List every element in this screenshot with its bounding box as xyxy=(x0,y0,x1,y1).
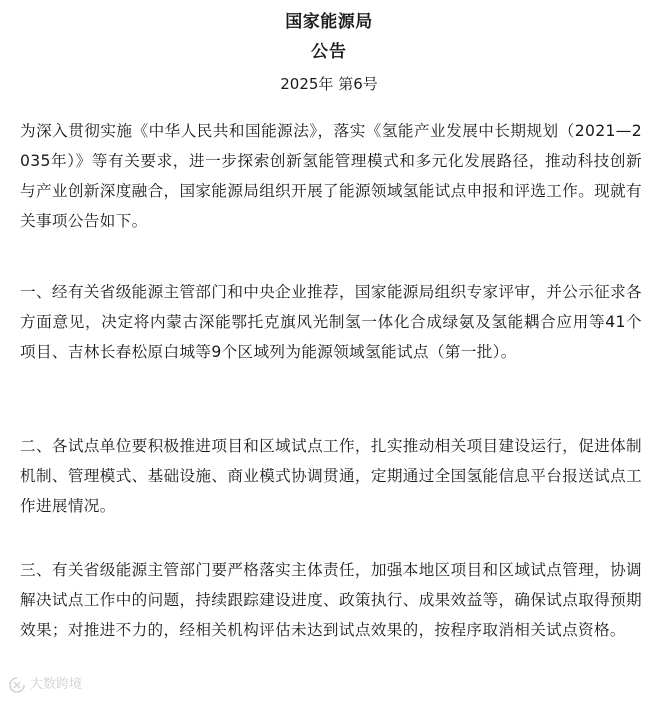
watermark xyxy=(8,676,82,694)
document-number: 2025年 第6号 xyxy=(280,75,378,93)
document-title: 公告 xyxy=(311,42,347,62)
announcement-header xyxy=(0,0,658,96)
item-three-paragraph: 三、有关省级能源主管部门要严格落实主体责任，加强本地区项目和区域试点管理，协调解决试点工作中的问题，持续跟踪建设进度、政策执行、成果效益等，确保试点取得预期效果；对推进不力的，经相关机构评估未达到试点效果的，按程序取消相关试点资格。 xyxy=(20,561,642,639)
item-one-paragraph: 一、经有关省级能源主管部门和中央企业推荐，国家能源局组织专家评审，并公示征求各方面意见，决定将内蒙古深能鄂托克旗风光制氢一体化合成绿氨及氢能耦合应用等41个项目、吉林长春松原白城等9个区域列为能源领域氢能试点（第一批）。 xyxy=(20,283,642,361)
item-two-paragraph: 二、各试点单位要积极推进项目和区域试点工作，扎实推动相关项目建设运行，促进体制机制、管理模式、基础设施、商业模式协调贯通，定期通过全国氢能信息平台报送试点工作进展情况。 xyxy=(20,437,642,515)
intro-paragraph: 为深入贯彻实施《中华人民共和国能源法》，落实《氢能产业发展中长期规划（2021—2035年）》等有关要求，进一步探索创新氢能管理模式和多元化发展路径，推动科技创新与产业创新深度融合，国家能源局组织开展了能源领域氢能试点申报和评选工作。现就有关事项公告如下。 xyxy=(20,122,642,230)
issuing-organization: 国家能源局 xyxy=(285,12,373,32)
watermark-text: 大数跨境 xyxy=(30,677,83,692)
watermark-logo-icon xyxy=(8,676,26,694)
